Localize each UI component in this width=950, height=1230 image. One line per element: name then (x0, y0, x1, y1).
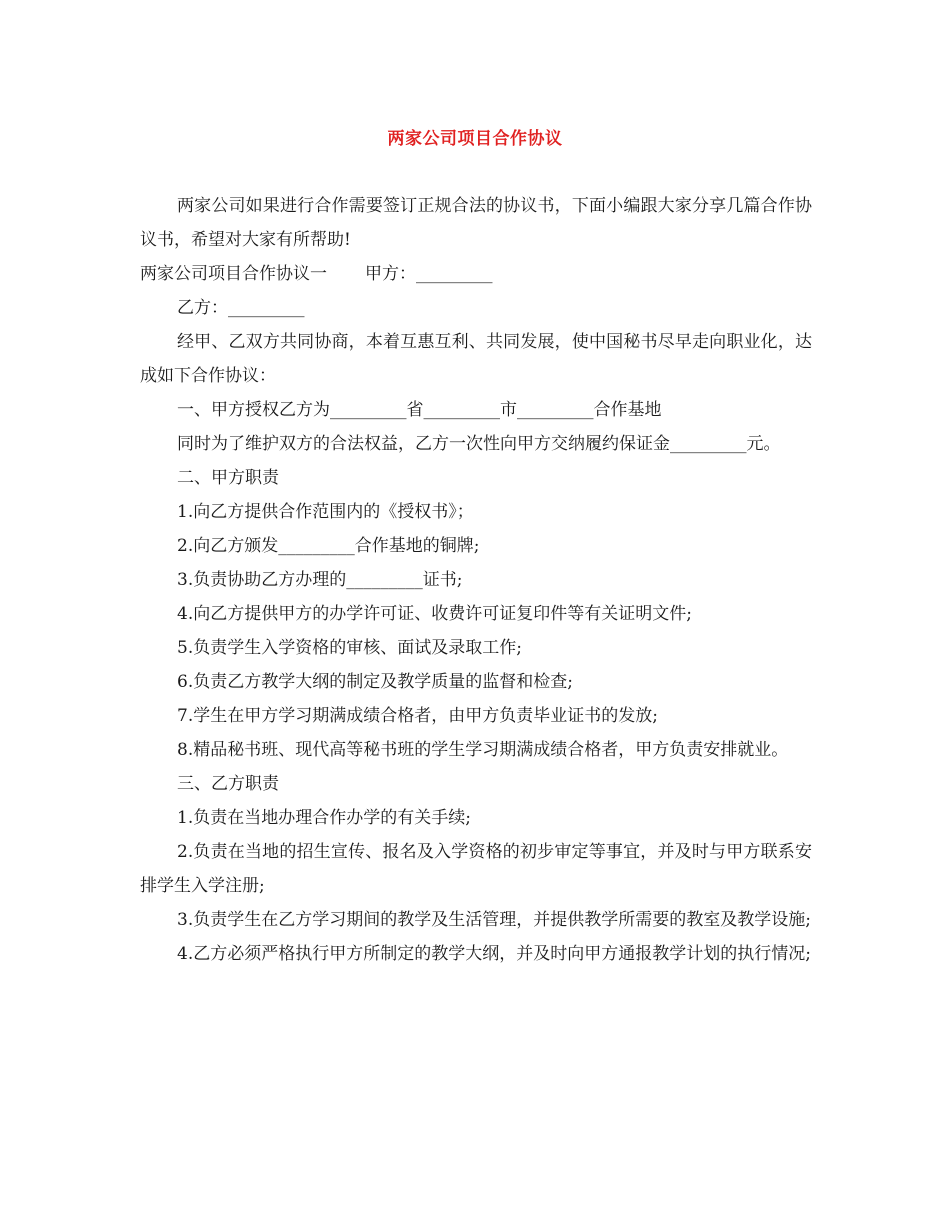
list-item: 6.负责乙方教学大纲的制定及教学质量的监督和检查; (177, 672, 573, 692)
list-item: 7.学生在甲方学习期满成绩合格者，由甲方负责毕业证书的发放; (177, 706, 658, 726)
document-body (140, 189, 812, 971)
list-item: 3.负责协助乙方办理的_________证书; (177, 570, 463, 590)
party-a-field: 甲方：_________ (365, 264, 493, 284)
clause-deposit: 同时为了维护双方的合法权益，乙方一次性向甲方交纳履约保证金_________元。 (177, 434, 781, 454)
agreement-heading-line (140, 257, 812, 291)
preamble-paragraph: 经甲、乙双方共同协商，本着互惠互利、共同发展，使中国秘书尽早走向职业化，达成如下合作协议： (140, 332, 812, 386)
list-item: 8.精品秘书班、现代高等秘书班的学生学习期满成绩合格者，甲方负责安排就业。 (177, 740, 789, 760)
list-item: 1.向乙方提供合作范围内的《授权书》； (177, 502, 474, 522)
list-item: 1.负责在当地办理合作办学的有关手续; (177, 808, 471, 828)
agreement-heading: 两家公司项目合作协议一 (140, 264, 327, 284)
document-title: 两家公司项目合作协议 (387, 129, 563, 149)
list-item: 4.向乙方提供甲方的办学许可证、收费许可证复印件等有关证明文件; (177, 604, 692, 624)
party-b-field: 乙方：_________ (177, 298, 305, 318)
list-item: 3.负责学生在乙方学习期间的教学及生活管理，并提供教学所需要的教室及教学设施; (177, 910, 811, 930)
section-party-b-title: 三、乙方职责 (177, 774, 279, 794)
list-item: 4.乙方必须严格执行甲方所制定的教学大纲，并及时向甲方通报教学计划的执行情况; (177, 944, 811, 964)
clause-authorization: 一、甲方授权乙方为_________省_________市_________合作基地 (177, 400, 662, 420)
list-item: 2.向乙方颁发_________合作基地的铜牌; (177, 536, 480, 556)
list-item: 2.负责在当地的招生宣传、报名及入学资格的初步审定等事宜，并及时与甲方联系安排学生入学注册; (140, 842, 812, 896)
list-item: 5.负责学生入学资格的审核、面试及录取工作; (177, 638, 522, 658)
section-party-a-title: 二、甲方职责 (177, 468, 279, 488)
intro-paragraph: 两家公司如果进行合作需要签订正规合法的协议书，下面小编跟大家分享几篇合作协议书，希望对大家有所帮助! (140, 196, 812, 250)
